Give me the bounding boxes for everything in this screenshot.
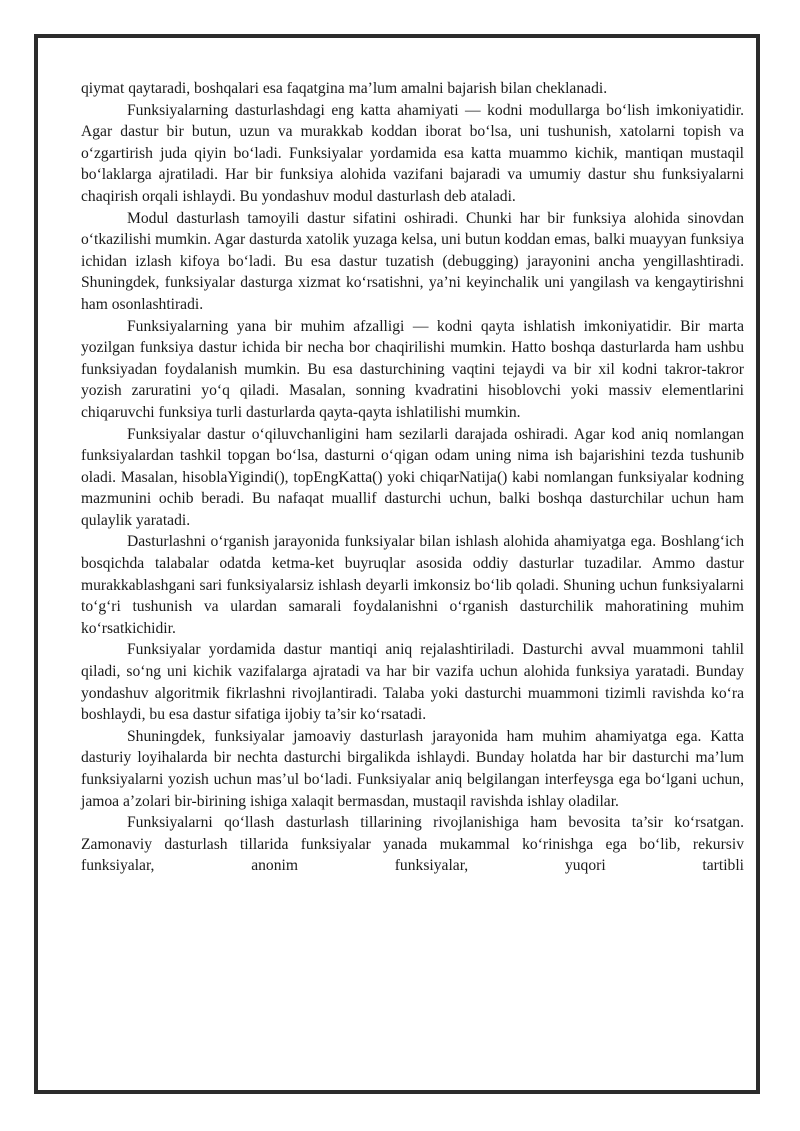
paragraph-continuation: qiymat qaytaradi, boshqalari esa faqatgina ma’lum amalni bajarish bilan cheklanadi. bbox=[81, 80, 608, 97]
paragraph-learning: Dasturlashni o‘rganish jarayonida funksiyalar bilan ishlash alohida ahamiyatga ega. Boshlang‘ich bosqichda talabalar odatda ketma-ket buyruqlar asosida oddiy dasturlar tuzadilar. Ammo dastur murakkablashgani sari funksiyalarsiz ishlash deyarli imkonsiz bo‘lib qoladi. Shuning uchun funksiyalarni to‘g‘ri tushunish va ulardan samarali foydalanishni o‘rganish dasturchilik mahoratining muhim ko‘rsatkichidir. bbox=[81, 533, 744, 637]
document-body bbox=[81, 78, 744, 877]
paragraph-module-programming: Modul dasturlash tamoyili dastur sifatini oshiradi. Chunki har bir funksiya alohida sinovdan o‘tkazilishi mumkin. Agar dasturda xatolik yuzaga kelsa, uni butun koddan emas, balki muayyan funksiya ichidan izlash kifoya bo‘ladi. Bu esa dastur tuzatish (debugging) jarayonini ancha yengillashtiradi. Shuningdek, funksiyalar dasturga xizmat ko‘rsatishni, ya’ni keyinchalik uni yangilash va kengaytirishni ham osonlashtiradi. bbox=[81, 209, 744, 313]
paragraph-teamwork: Shuningdek, funksiyalar jamoaviy dasturlash jarayonida ham muhim ahamiyatga ega. Katta dasturiy loyihalarda bir nechta dasturchi birgalikda ishlaydi. Bunday holatda har bir dasturchi ma’lum funksiyalarni yozish uchun mas’ul bo‘ladi. Funksiyalar aniq belgilangan interfeysga ega bo‘lgani uchun, jamoa a’zolari bir-birining ishiga xalaqit bermasdan, mustaqil ravishda ishlay oladilar. bbox=[81, 727, 744, 810]
paragraph-language-evolution: Funksiyalarni qo‘llash dasturlash tillarining rivojlanishiga ham bevosita ta’sir ko‘rsatgan. Zamonaviy dasturlash tillarida funksiyalar yanada mukammal ko‘rinishga ega bo‘lib, rekursiv funksiyalar, anonim funksiyalar, yuqori tartibli bbox=[81, 814, 744, 875]
paragraph-code-reuse: Funksiyalarning yana bir muhim afzalligi — kodni qayta ishlatish imkoniyatidir. Bir marta yozilgan funksiya dastur ichida bir necha bor chaqirilishi mumkin. Hatto boshqa dasturlarda ham ushbu funksiyadan foydalanish mumkin. Bu esa dasturchining vaqtini tejaydi va bir xil kodni takror-takror yozish zaruratini yo‘q qiladi. Masalan, sonning kvadratini hisoblovchi yoki massiv elementlarini chiqaruvchi funksiya turli dasturlarda qayta-qayta ishlatilishi mumkin. bbox=[81, 317, 744, 421]
paragraph-planning: Funksiyalar yordamida dastur mantiqi aniq rejalashtiriladi. Dasturchi avval muammoni tahlil qiladi, so‘ng uni kichik vazifalarga ajratadi va har bir vazifa uchun alohida funksiya yaratadi. Bunday yondashuv algoritmik fikrlashni rivojlantiradi. Talaba yoki dasturchi muammoni tizimli ravishda ko‘ra boshlaydi, bu esa dastur sifatiga ijobiy ta’sir ko‘rsatadi. bbox=[81, 641, 744, 724]
paragraph-readability: Funksiyalar dastur o‘qiluvchanligini ham sezilarli darajada oshiradi. Agar kod aniq nomlangan funksiyalardan tashkil topgan bo‘lsa, dasturni o‘qigan odam uning nima ish bajarishini tezda tushunib oladi. Masalan, hisoblaYigindi(), topEngKatta() yoki chiqarNatija() kabi nomlangan funksiyalar kodning mazmunini ochib beradi. Bu nafaqat muallif dasturchi uchun, balki boshqa dasturchilar uchun ham qulaylik yaratadi. bbox=[81, 425, 744, 529]
paragraph-modularity: Funksiyalarning dasturlashdagi eng katta ahamiyati — kodni modullarga bo‘lish imkoniyatidir. Agar dastur bir butun, uzun va murakkab koddan iborat bo‘lsa, uni tushunish, xatolarni topish va o‘zgartirish juda qiyin bo‘ladi. Funksiyalar yordamida esa katta muammo kichik, mantiqan mustaqil bo‘laklarga ajratiladi. Har bir funksiya alohida vazifani bajaradi va umumiy dastur shu funksiyalarni chaqirish orqali ishlaydi. Bu yondashuv modul dasturlash deb ataladi. bbox=[81, 101, 744, 205]
